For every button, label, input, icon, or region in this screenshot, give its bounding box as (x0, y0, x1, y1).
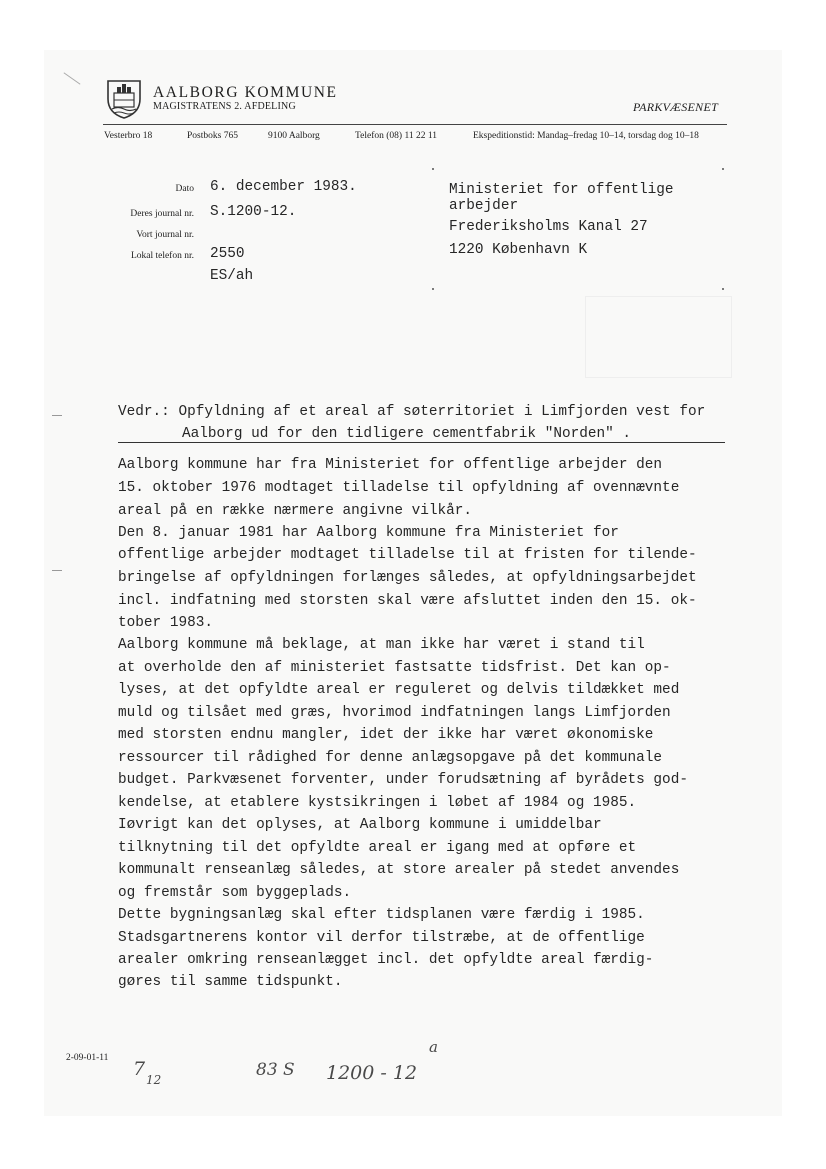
subject-line: Aalborg ud for den tidligere cementfabrik "Norden" . (182, 426, 632, 442)
department-name: MAGISTRATENS 2. AFDELING (153, 101, 296, 112)
their-journal-value: S.1200-12. (210, 204, 297, 220)
org-name: AALBORG KOMMUNE (153, 84, 338, 101)
recipient-line: 1220 København K (449, 242, 588, 258)
body-line: incl. indfatning med storsten skal være afsluttet inden den 15. ok- (118, 593, 697, 609)
body-line: og fremstår som byggeplads. (118, 885, 352, 901)
handwritten-ref: 83 S (256, 1060, 295, 1080)
body-line: areal på en række nærmere angivne vilkår. (118, 503, 473, 519)
body-line: kommunalt renseanlæg således, at store arealer på stedet anvendes (118, 862, 680, 878)
handwritten-journal: 1200 - 12 (326, 1062, 418, 1084)
address-postbox: Postboks 765 (187, 131, 238, 141)
body-line: Aalborg kommune har fra Ministeriet for offentlige arbejder den (118, 457, 663, 473)
local-phone-value: 2550 (210, 246, 245, 262)
window-corner-mark (432, 168, 434, 170)
address-city: 9100 Aalborg (268, 131, 320, 141)
body-line: Dette bygningsanlæg skal efter tidsplanen være færdig i 1985. (118, 907, 645, 923)
body-line: 15. oktober 1976 modtaget tilladelse til opfyldning af ovennævnte (118, 480, 680, 496)
handwritten-superscript: a (429, 1038, 438, 1056)
date-label: Dato (175, 184, 194, 194)
body-line: Stadsgartnerens kontor vil derfor tilstræbe, at de offentlige (118, 930, 645, 946)
subject-underline (118, 442, 725, 443)
recipient-line: Frederiksholms Kanal 27 (449, 219, 648, 235)
body-line: budget. Parkvæsenet forventer, under forudsætning af byrådets god- (118, 772, 688, 788)
body-line: Iøvrigt kan det oplyses, at Aalborg kommune i umiddelbar (118, 817, 602, 833)
unit-name: PARKVÆSENET (633, 100, 719, 114)
body-line: at overholde den af ministeriet fastsatte tidsfrist. Det kan op- (118, 660, 671, 676)
body-line: ressourcer til rådighed for denne anlægsopgave på det kommunale (118, 750, 663, 766)
body-line: lyses, at det opfyldte areal er reguleret og delvis tildækket med (118, 682, 680, 698)
recipient-line: Ministeriet for offentlige (449, 182, 674, 198)
initials: ES/ah (210, 268, 254, 284)
window-corner-mark (432, 288, 434, 290)
body-line: Den 8. januar 1981 har Aalborg kommune fra Ministeriet for (118, 525, 619, 541)
body-line: tilknytning til det opfyldte areal er igang med at opføre et (118, 840, 637, 856)
subject-line: Vedr.: Opfyldning af et areal af søterritoriet i Limfjorden vest for (118, 404, 706, 420)
address-street: Vesterbro 18 (104, 131, 153, 141)
body-line: tober 1983. (118, 615, 213, 631)
their-journal-label: Deres journal nr. (130, 209, 194, 219)
handwritten-number: 7 (133, 1058, 146, 1080)
letterhead-rule (103, 124, 727, 125)
margin-tick (52, 415, 62, 416)
address-phone: Telefon (08) 11 22 11 (355, 131, 437, 141)
our-journal-label: Vort journal nr. (136, 230, 194, 240)
body-line: bringelse af opfyldningen forlænges således, at opfyldningsarbejdet (118, 570, 697, 586)
body-line: gøres til samme tidspunkt. (118, 974, 343, 990)
date-value: 6. december 1983. (210, 179, 357, 195)
archive-code: 2-09-01-11 (66, 1053, 109, 1063)
local-phone-label: Lokal telefon nr. (130, 251, 194, 261)
window-corner-mark (722, 168, 724, 170)
body-line: kendelse, at etablere kystsikringen i løbet af 1984 og 1985. (118, 795, 637, 811)
body-line: med storsten endnu mangler, idet der ikke har været økonomiske (118, 727, 654, 743)
address-hours: Ekspeditionstid: Mandag–fredag 10–14, torsdag dog 10–18 (473, 131, 699, 141)
body-line: offentlige arbejder modtaget tilladelse til at fristen for tilende- (118, 547, 697, 563)
margin-tick (52, 570, 62, 571)
faint-stamp-area (585, 296, 732, 378)
handwritten-subscript: 12 (146, 1073, 162, 1087)
body-line: Aalborg kommune må beklage, at man ikke har været i stand til (118, 637, 645, 653)
body-line: muld og tilsået med græs, hvorimod indfatningen langs Limfjorden (118, 705, 671, 721)
body-line: arealer omkring renseanlægget incl. det opfyldte areal færdig- (118, 952, 654, 968)
recipient-line: arbejder (449, 198, 519, 214)
window-corner-mark (722, 288, 724, 290)
coat-of-arms-icon (104, 75, 144, 119)
